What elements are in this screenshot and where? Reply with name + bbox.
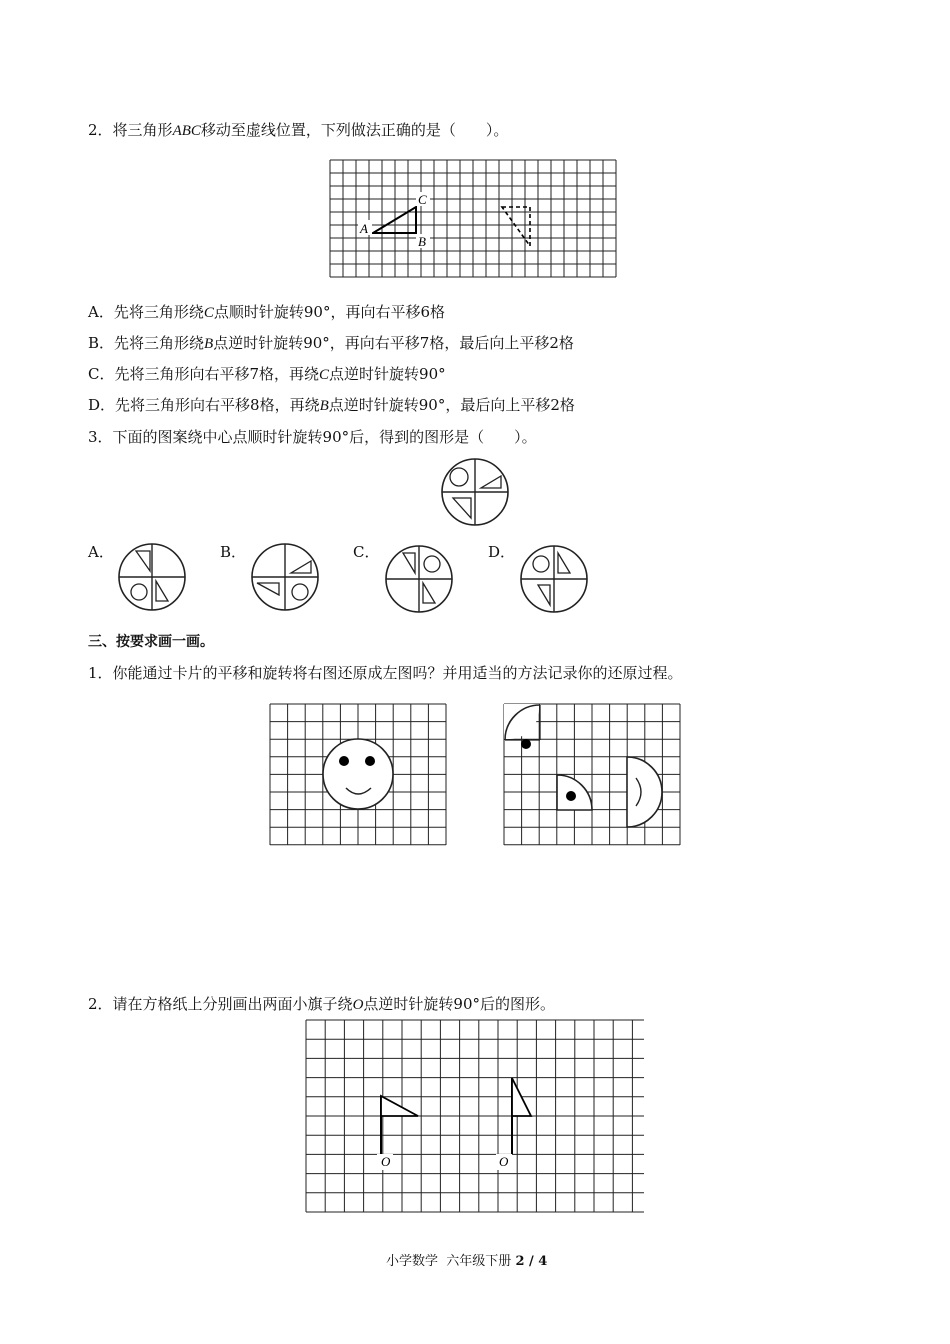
q2-text-var: ABC	[172, 123, 201, 139]
q3-stem	[88, 427, 537, 447]
q2-number: 2．	[88, 121, 113, 139]
q3-option-c-label[interactable]: C．	[353, 543, 380, 561]
q2-stem	[88, 120, 508, 141]
s3-q1-number: 1．	[88, 664, 113, 682]
option-text-post: 点逆时针旋转90°，再向右平移7格，最后向上平移2格	[213, 334, 574, 352]
footer-page: 2 / 4	[515, 1254, 548, 1269]
small-circle	[450, 468, 468, 486]
point-b-label: B	[418, 234, 426, 249]
half-piece-right	[627, 757, 662, 827]
option-text-pre: 先将三角形绕	[113, 303, 204, 321]
o-point-label-right: O	[499, 1154, 509, 1169]
option-label: C．	[88, 365, 115, 383]
q3-original-pattern	[440, 457, 510, 527]
q3-number: 3．	[88, 428, 113, 446]
q2-text-pre: 将三角形	[112, 121, 173, 139]
q3-text: 下面的图案绕中心点顺时针旋转90°后，得到的图形是（ ）。	[112, 428, 537, 446]
option-var: C	[319, 367, 330, 383]
point-c-label: C	[418, 192, 427, 207]
s3-q1-text: 你能通过卡片的平移和旋转将右图还原成左图吗？并用适当的方法记录你的还原过程。	[112, 664, 683, 682]
s3-q2-stem	[88, 994, 555, 1015]
q2-text-post: 移动至虚线位置，下列做法正确的是（ ）。	[200, 121, 509, 139]
s3-q2-number: 2．	[88, 995, 113, 1013]
grid-lines	[306, 1020, 644, 1212]
section-3-heading: 三、按要求画一画。	[88, 634, 214, 650]
footer-grade: 六年级下册	[446, 1254, 512, 1269]
q3-option-a-label[interactable]: A．	[88, 543, 114, 561]
footer-subject: 小学数学	[386, 1254, 439, 1269]
flag-left	[381, 1096, 418, 1154]
s3-q2-text-post: 点逆时针旋转90°后的图形。	[363, 995, 555, 1013]
q2-grid-figure	[330, 160, 620, 280]
q2-option-d[interactable]	[88, 395, 575, 416]
q2-option-b[interactable]	[88, 333, 574, 354]
q3-option-d-pattern[interactable]	[519, 544, 589, 614]
right-eye	[365, 756, 375, 766]
triangle-dashed-target	[502, 207, 530, 246]
page-footer	[386, 1250, 547, 1269]
s3-q1-stem	[88, 663, 683, 683]
q2-option-c[interactable]	[88, 364, 446, 385]
option-text-pre: 先将三角形向右平移8格，再绕	[115, 396, 320, 414]
option-var: C	[203, 305, 214, 321]
q2-option-a[interactable]	[88, 302, 445, 323]
q3-option-b-pattern[interactable]	[250, 542, 320, 612]
scattered-pieces-grid-figure	[504, 704, 680, 845]
option-label: D．	[88, 396, 116, 414]
flag-right	[512, 1078, 531, 1154]
left-eye	[339, 756, 349, 766]
quarter-piece-top	[504, 704, 539, 739]
option-label: A．	[88, 303, 114, 321]
q3-option-d-label[interactable]: D．	[488, 543, 516, 561]
point-a-label: A	[360, 221, 368, 236]
small-triangle	[453, 498, 471, 518]
option-text-post: 点逆时针旋转90°	[329, 365, 446, 383]
option-text-pre: 先将三角形向右平移7格，再绕	[114, 365, 320, 383]
option-text-post: 点顺时针旋转90°，再向右平移6格	[213, 303, 446, 321]
grid-lines	[330, 160, 616, 277]
option-text-pre: 先将三角形绕	[114, 334, 205, 352]
smiley-face	[323, 739, 393, 809]
eye-dot	[521, 739, 531, 749]
option-label: B．	[88, 334, 115, 352]
smiley-grid-figure	[270, 704, 446, 845]
s3-q2-text-pre: 请在方格纸上分别画出两面小旗子绕	[112, 995, 353, 1013]
o-point-label-left: O	[381, 1154, 391, 1169]
option-text-post: 点逆时针旋转90°，最后向上平移2格	[328, 396, 575, 414]
q3-option-c-pattern[interactable]	[384, 544, 454, 614]
s3-q2-text-var: O	[352, 997, 364, 1013]
q3-option-a-pattern[interactable]	[117, 542, 187, 612]
eye-dot	[566, 791, 576, 801]
option-var: B	[319, 398, 329, 414]
option-var: B	[204, 336, 214, 352]
small-triangle	[481, 476, 501, 488]
flags-grid-figure	[306, 1020, 644, 1212]
q3-option-b-label[interactable]: B．	[220, 543, 247, 561]
